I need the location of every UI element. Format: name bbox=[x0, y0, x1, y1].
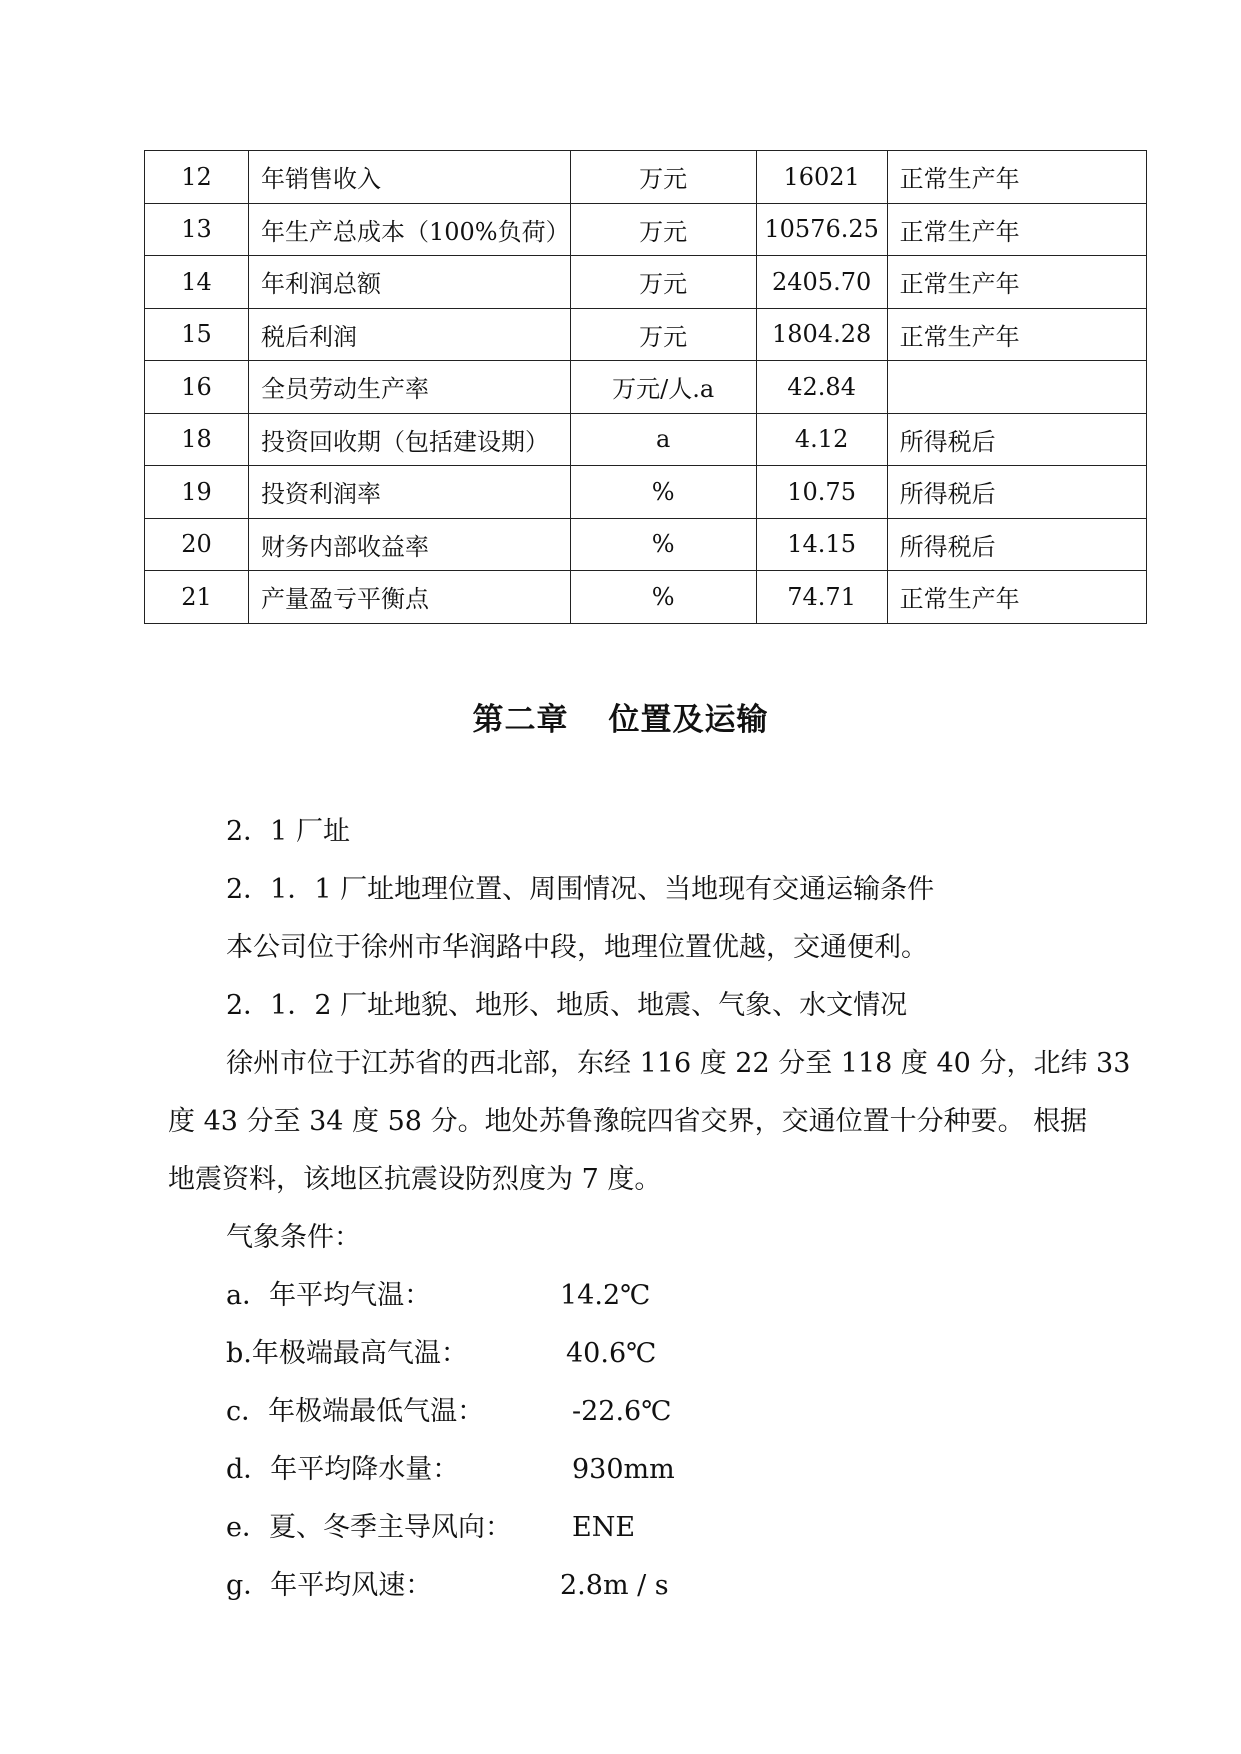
table-row bbox=[145, 571, 1147, 624]
row-item-name: 产量盈亏平衡点 bbox=[249, 571, 571, 624]
table-row bbox=[145, 256, 1147, 309]
row-number: 21 bbox=[145, 571, 249, 624]
indicator-table-body bbox=[145, 151, 1147, 624]
weather-label: g．年平均风速： bbox=[226, 1570, 433, 1601]
row-item-name: 税后利润 bbox=[249, 308, 571, 361]
row-note: 所得税后 bbox=[887, 413, 1146, 466]
table-row bbox=[145, 518, 1147, 571]
row-value: 74.71 bbox=[756, 571, 887, 624]
row-value: 14.15 bbox=[756, 518, 887, 571]
weather-value: ENE bbox=[572, 1512, 636, 1543]
row-note bbox=[887, 361, 1146, 414]
row-value: 2405.70 bbox=[756, 256, 887, 309]
row-value: 16021 bbox=[756, 151, 887, 204]
row-item-name: 全员劳动生产率 bbox=[249, 361, 571, 414]
row-unit: % bbox=[570, 571, 756, 624]
weather-value: 40.6℃ bbox=[566, 1338, 657, 1369]
table-row bbox=[145, 308, 1147, 361]
row-item-name: 投资回收期（包括建设期） bbox=[249, 413, 571, 466]
weather-label: c．年极端最低气温： bbox=[226, 1396, 485, 1427]
indicator-table bbox=[144, 150, 1147, 624]
row-value: 42.84 bbox=[756, 361, 887, 414]
section-heading-2-1-2: 2．1．2 厂址地貌、地形、地质、地震、气象、水文情况 bbox=[226, 990, 908, 1021]
row-unit: a bbox=[570, 413, 756, 466]
row-note: 所得税后 bbox=[887, 466, 1146, 519]
row-number: 19 bbox=[145, 466, 249, 519]
row-item-name: 投资利润率 bbox=[249, 466, 571, 519]
row-item-name: 年利润总额 bbox=[249, 256, 571, 309]
row-number: 14 bbox=[145, 256, 249, 309]
weather-label: a．年平均气温： bbox=[226, 1280, 432, 1311]
chapter-title: 位置及运输 bbox=[608, 702, 769, 738]
row-note: 正常生产年 bbox=[887, 571, 1146, 624]
row-item-name: 财务内部收益率 bbox=[249, 518, 571, 571]
row-unit: 万元 bbox=[570, 203, 756, 256]
table-row bbox=[145, 151, 1147, 204]
section-heading-2-1-1: 2．1．1 厂址地理位置、周围情况、当地现有交通运输条件 bbox=[226, 874, 935, 905]
row-item-name: 年销售收入 bbox=[249, 151, 571, 204]
row-value: 10.75 bbox=[756, 466, 887, 519]
weather-value: 14.2℃ bbox=[560, 1280, 651, 1311]
row-unit: 万元 bbox=[570, 308, 756, 361]
row-number: 18 bbox=[145, 413, 249, 466]
row-note: 正常生产年 bbox=[887, 308, 1146, 361]
table-row bbox=[145, 413, 1147, 466]
row-note: 正常生产年 bbox=[887, 256, 1146, 309]
table-row bbox=[145, 361, 1147, 414]
weather-value: 930mm bbox=[572, 1454, 675, 1485]
table-row bbox=[145, 466, 1147, 519]
row-value: 10576.25 bbox=[756, 203, 887, 256]
paragraph-geo-line-3: 地震资料，该地区抗震设防烈度为 7 度。 bbox=[168, 1164, 662, 1195]
paragraph-geo-line-2: 度 43 分至 34 度 58 分。地处苏鲁豫皖四省交界，交通位置十分种要。 根据 bbox=[168, 1106, 1088, 1137]
row-note: 所得税后 bbox=[887, 518, 1146, 571]
row-value: 1804.28 bbox=[756, 308, 887, 361]
row-number: 12 bbox=[145, 151, 249, 204]
weather-label: e．夏、冬季主导风向： bbox=[226, 1512, 512, 1543]
row-number: 15 bbox=[145, 308, 249, 361]
row-unit: 万元/人.a bbox=[570, 361, 756, 414]
row-unit: 万元 bbox=[570, 256, 756, 309]
row-item-name: 年生产总成本（100%负荷） bbox=[249, 203, 571, 256]
weather-label: b.年极端最高气温： bbox=[226, 1338, 468, 1369]
weather-value: 2.8m / s bbox=[560, 1570, 669, 1601]
weather-heading: 气象条件： bbox=[226, 1222, 361, 1253]
weather-value: -22.6℃ bbox=[572, 1396, 672, 1427]
weather-label: d．年平均降水量： bbox=[226, 1454, 460, 1485]
row-number: 20 bbox=[145, 518, 249, 571]
row-note: 正常生产年 bbox=[887, 203, 1146, 256]
paragraph-location: 本公司位于徐州市华润路中段，地理位置优越，交通便利。 bbox=[226, 932, 928, 963]
row-unit: % bbox=[570, 518, 756, 571]
row-value: 4.12 bbox=[756, 413, 887, 466]
row-number: 16 bbox=[145, 361, 249, 414]
chapter-heading bbox=[0, 694, 1241, 739]
section-heading-2-1: 2．1 厂址 bbox=[226, 816, 350, 847]
paragraph-geo-line-1: 徐州市位于江苏省的西北部，东经 116 度 22 分至 118 度 40 分，北纬 33 bbox=[226, 1048, 1131, 1079]
row-unit: 万元 bbox=[570, 151, 756, 204]
table-row bbox=[145, 203, 1147, 256]
chapter-number: 第二章 bbox=[472, 702, 569, 738]
row-note: 正常生产年 bbox=[887, 151, 1146, 204]
row-unit: % bbox=[570, 466, 756, 519]
row-number: 13 bbox=[145, 203, 249, 256]
